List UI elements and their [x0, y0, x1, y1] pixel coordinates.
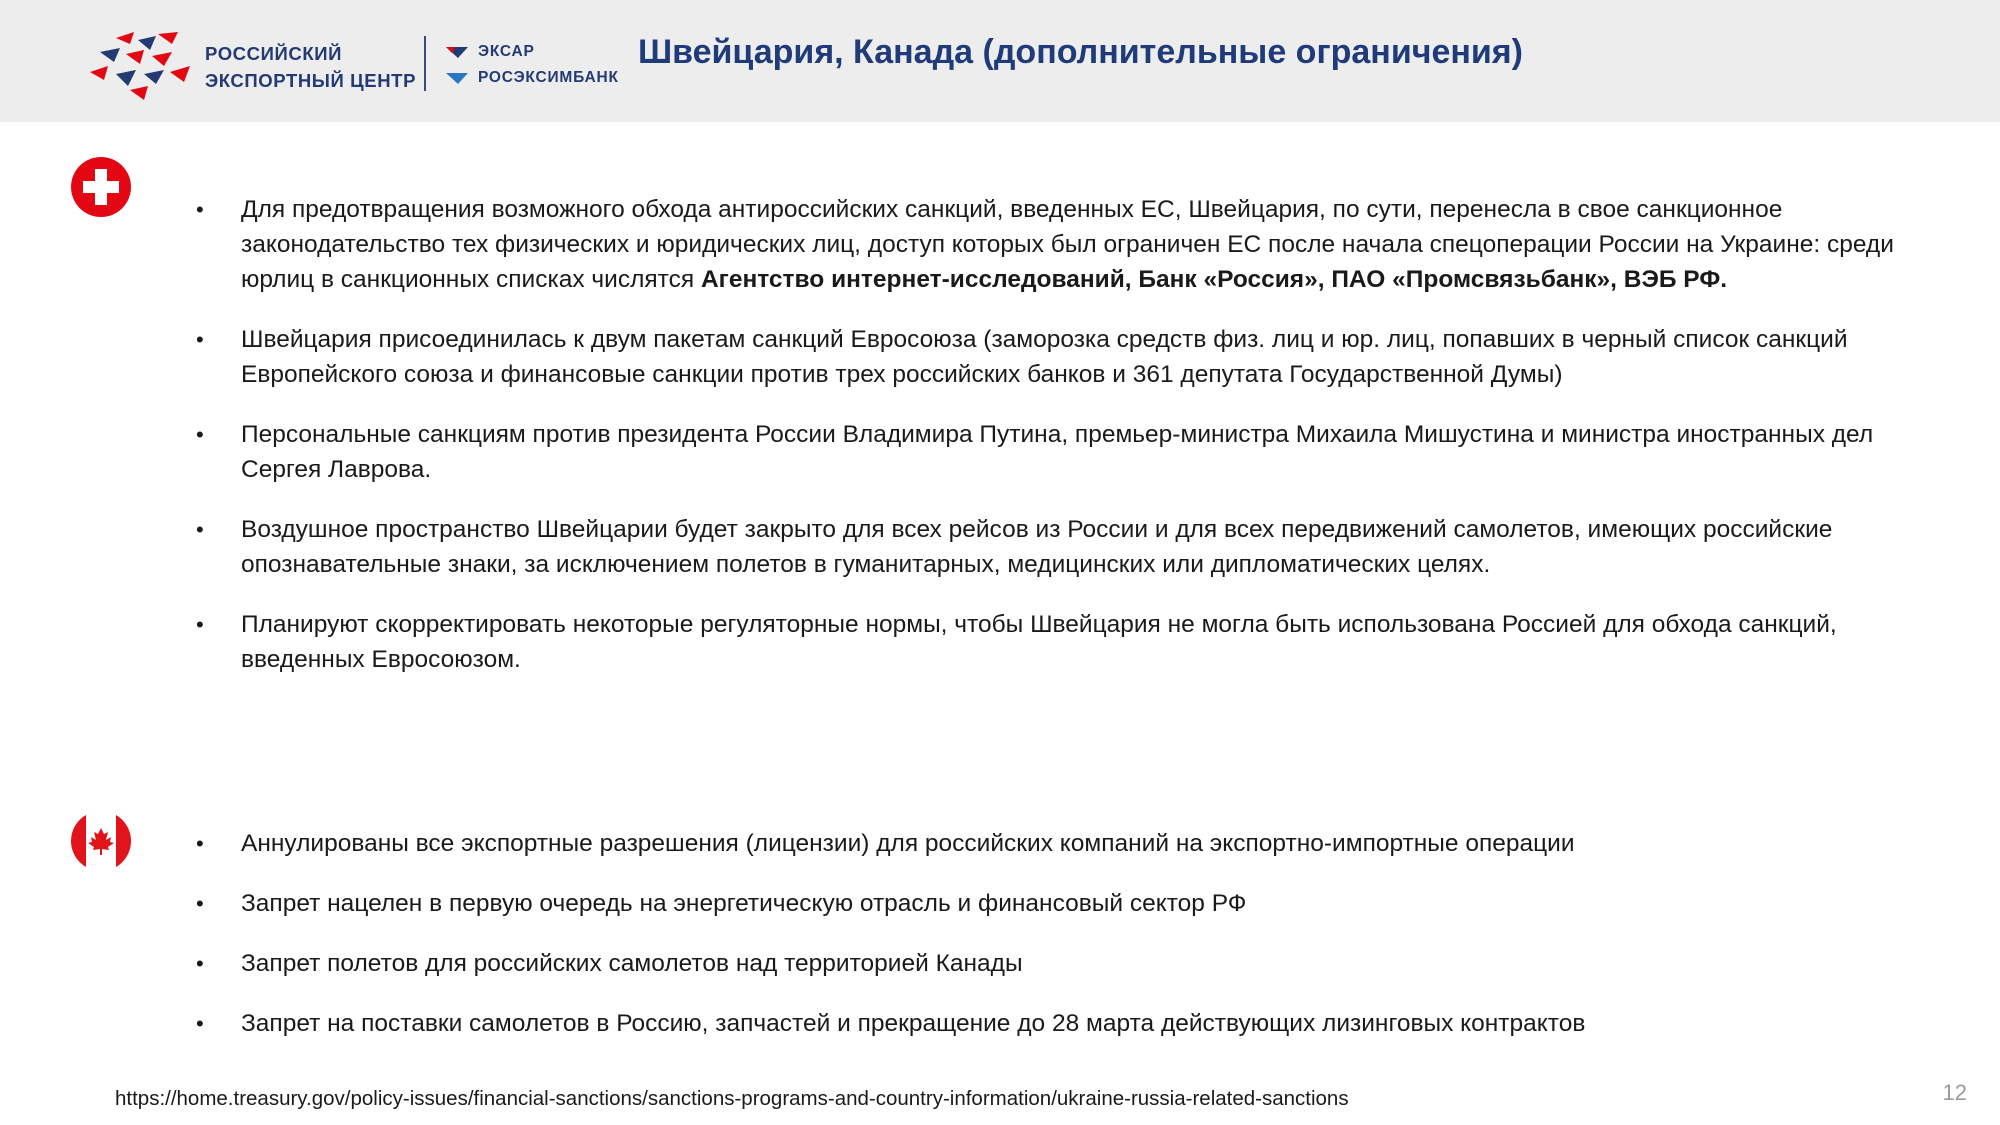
list-item [241, 192, 1901, 297]
list-item-text: Аннулированы все экспортные разрешения (лицензии) для российских компаний на экспортно-импортные операции [241, 830, 1575, 857]
list-item-text: Планируют скорректировать некоторые регуляторные нормы, чтобы Швейцария не могла быть использована Россией для обхода санкций, введенных Евросоюзом. [241, 611, 1837, 673]
list-item-text: Запрет полетов для российских самолетов над территорией Канады [241, 950, 1023, 977]
canada-flag-icon [71, 811, 131, 871]
list-item-text: Воздушное пространство Швейцарии будет закрыто для всех рейсов из России и для всех передвижений самолетов, имеющих российские опознавательные знаки, за исключением полетов в гуманитарных, медицинских или дипломатических целях. [241, 516, 1833, 578]
list-item-text: Для предотвращения возможного обхода антироссийских санкций, введенных ЕС, Швейцария, по сути, перенесла в свое санкционное законодательство тех физических и юридических лиц, доступ которых был ограничен ЕС после начала спецоперации России на Украине: среди юрлиц в санкционных списках числятся [241, 196, 1894, 293]
switzerland-bullet-list [241, 192, 1901, 702]
org-name-line1: РОССИЙСКИЙ [205, 43, 343, 64]
list-item-text: Персональные санкциям против президента России Владимира Путина, премьер-министра Михаила Мишустина и министра иностранных дел Сергея Лаврова. [241, 421, 1874, 483]
swiss-flag-icon [71, 157, 131, 217]
eximbank-logo [446, 68, 619, 88]
list-item [241, 886, 1901, 921]
list-item [241, 607, 1901, 677]
exiar-logo [446, 42, 535, 62]
list-item [241, 512, 1901, 582]
list-item-text: Запрет на поставки самолетов в Россию, запчастей и прекращение до 28 марта действующих лизинговых контрактов [241, 1010, 1586, 1037]
exiar-mark-icon [446, 45, 470, 59]
eximbank-mark-icon [446, 71, 470, 85]
page-title: Швейцария, Канада (дополнительные ограничения) [638, 33, 1523, 71]
list-item [241, 1006, 1901, 1041]
org-name-line2: ЭКСПОРТНЫЙ ЦЕНТР [205, 70, 417, 91]
list-item [241, 417, 1901, 487]
list-item [241, 322, 1901, 392]
exiar-name: ЭКСАР [478, 43, 535, 60]
list-item-text: Запрет нацелен в первую очередь на энергетическую отрасль и финансовый сектор РФ [241, 890, 1247, 917]
list-item-text: Швейцария присоединилась к двум пакетам санкций Евросоюза (заморозка средств физ. лиц и юр. лиц, попавших в черный список санкций Европейского союза и финансовые санкции против трех российских банков и 361 депутата Государственной Думы) [241, 326, 1848, 388]
canada-bullet-list [241, 826, 1901, 1066]
logo-divider [424, 36, 426, 91]
page-number: 12 [1942, 1080, 1967, 1105]
list-item [241, 946, 1901, 981]
list-item [241, 826, 1901, 861]
header-bar [0, 0, 2000, 122]
list-item-bold-text: Агентство интернет-исследований, Банк «Россия», ПАО «Промсвязьбанк», ВЭБ РФ. [700, 266, 1728, 293]
eximbank-name: РОСЭКСИМБАНК [478, 69, 619, 86]
rec-logo-icon [86, 30, 196, 102]
org-name [205, 40, 416, 94]
source-link[interactable]: https://home.treasury.gov/policy-issues/financial-sanctions/sanctions-programs-and-country-information/ukraine-russia-related-sanctions [115, 1087, 1349, 1110]
